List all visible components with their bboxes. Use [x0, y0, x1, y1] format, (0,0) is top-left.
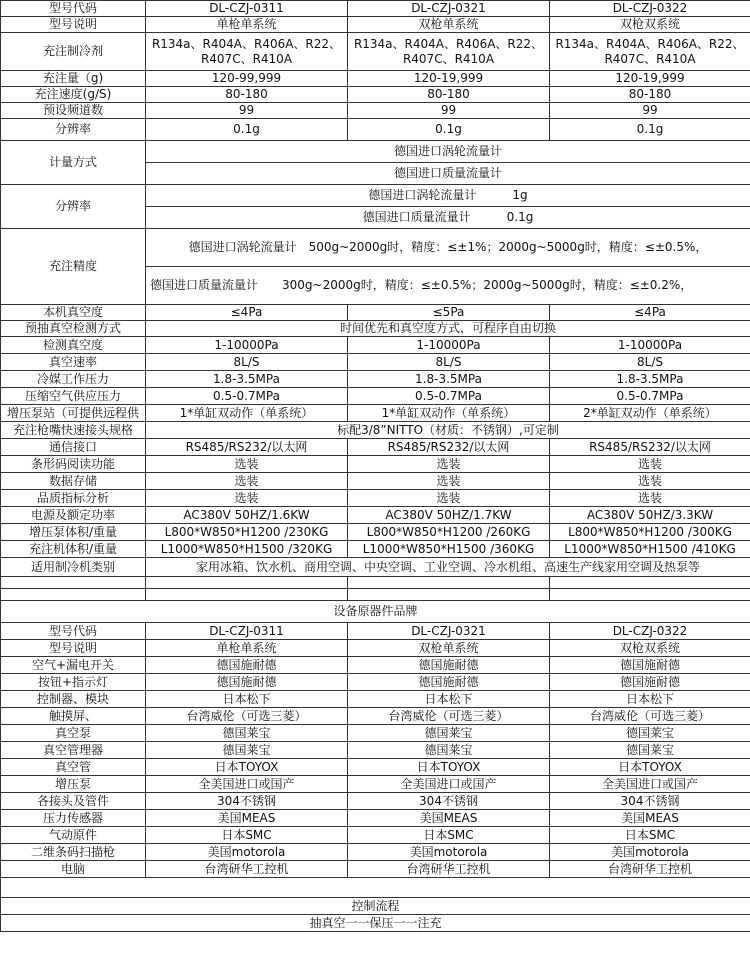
row-value: 0.1g — [348, 119, 550, 141]
row-label: 预设频道数 — [1, 103, 146, 119]
row-value: 日本TOYOX — [146, 759, 348, 776]
row-value: 台湾研华工控机 — [348, 861, 550, 878]
row-value: L800*W850*H1200 /300KG — [550, 524, 750, 541]
row-value: 99 — [550, 103, 750, 119]
row-value: 美国MEAS — [146, 810, 348, 827]
row-value: 德国施耐德 — [550, 674, 750, 691]
row-label: 增压泵站（可提供远程供 — [1, 405, 146, 422]
row-label: 型号说明 — [1, 17, 146, 33]
table-row — [1, 305, 750, 321]
row-label: 充注速度(g/S) — [1, 87, 146, 103]
row-value: R134a、R404A、R406A、R22、R407C、R410A — [550, 33, 750, 71]
row-label: 压缩空气供应压力 — [1, 388, 146, 405]
row-value: 0.1g — [550, 119, 750, 141]
table-row — [1, 354, 750, 371]
table-row — [1, 33, 750, 71]
row-label: 冷媒工作压力 — [1, 371, 146, 388]
row-value: 日本SMC — [550, 827, 750, 844]
row-value: 德国施耐德 — [348, 674, 550, 691]
row-value: DL-CZJ-0311 — [146, 623, 348, 640]
row-value: 全美国进口或国产 — [550, 776, 750, 793]
table-row — [1, 473, 750, 490]
row-value: 8L/S — [146, 354, 348, 371]
row-value: 时间优先和真空度方式，可程序自由切换 — [146, 321, 750, 337]
row-value: 德国莱宝 — [146, 742, 348, 759]
row-label: 充注机体积/重量 — [1, 541, 146, 558]
row-label: 计量方式 — [1, 141, 146, 185]
row-value: L1000*W850*H1500 /410KG — [550, 541, 750, 558]
section-title: 设备原器件品牌 — [1, 601, 750, 623]
row-value: L1000*W850*H1500 /320KG — [146, 541, 348, 558]
row-label: 按钮+指示灯 — [1, 674, 146, 691]
row-label: 真空管理器 — [1, 742, 146, 759]
row-value: 美国motorola — [348, 844, 550, 861]
table-row — [1, 541, 750, 558]
row-label: 品质指标分析 — [1, 490, 146, 507]
row-value: L800*W850*H1200 /260KG — [348, 524, 550, 541]
table-row — [1, 844, 750, 861]
row-label: 本机真空度 — [1, 305, 146, 321]
row-value: AC380V 50HZ/3.3KW — [550, 507, 750, 524]
row-value: 选装 — [146, 473, 348, 490]
row-value: 1.8-3.5MPa — [348, 371, 550, 388]
row-value: 日本SMC — [348, 827, 550, 844]
row-value: 120-99,999 — [146, 71, 348, 87]
table-row — [1, 456, 750, 473]
table-row — [1, 524, 750, 541]
row-value: 选装 — [550, 473, 750, 490]
row-value: 德国施耐德 — [348, 657, 550, 674]
row-value: 80-180 — [348, 87, 550, 103]
row-value: 80-180 — [550, 87, 750, 103]
row-value: 日本松下 — [146, 691, 348, 708]
table-row — [1, 229, 750, 267]
row-value: RS485/RS232/以太网 — [550, 439, 750, 456]
row-label: 增压泵体积/重量 — [1, 524, 146, 541]
row-value: AC380V 50HZ/1.7KW — [348, 507, 550, 524]
row-value: 1.8-3.5MPa — [146, 371, 348, 388]
row-label: 电源及额定功率 — [1, 507, 146, 524]
row-value: ≤4Pa — [146, 305, 348, 321]
row-value: 德国进口质量流量计 — [146, 163, 750, 185]
row-value: 120-19,999 — [550, 71, 750, 87]
row-value: 德国进口涡轮流量计 1g — [146, 185, 750, 207]
row-value: 德国莱宝 — [348, 725, 550, 742]
row-value: 双枪单系统 — [348, 640, 550, 657]
row-label: 分辨率 — [1, 119, 146, 141]
table-row — [1, 742, 750, 759]
row-value: 标配3/8”NITTO（材质：不锈钢）,可定制 — [146, 422, 750, 439]
table-row — [1, 589, 750, 601]
table-row — [1, 793, 750, 810]
row-value: 99 — [348, 103, 550, 119]
row-label: 通信接口 — [1, 439, 146, 456]
row-value: 选装 — [550, 456, 750, 473]
row-value: DL-CZJ-0322 — [550, 623, 750, 640]
row-value: 单枪单系统 — [146, 17, 348, 33]
section-title: 控制流程 — [1, 898, 750, 915]
row-label: 适用制冷机类别 — [1, 558, 146, 577]
row-value: L800*W850*H1200 /230KG — [146, 524, 348, 541]
row-label: 控制器、模块 — [1, 691, 146, 708]
table-row — [1, 1, 750, 17]
blank-cell — [146, 589, 348, 601]
row-value: 台湾威伦（可选三菱） — [550, 708, 750, 725]
table-row — [1, 17, 750, 33]
table-row — [1, 103, 750, 119]
row-value: 德国莱宝 — [146, 725, 348, 742]
row-value: RS485/RS232/以太网 — [146, 439, 348, 456]
table-row — [1, 87, 750, 103]
row-value: 120-19,999 — [348, 71, 550, 87]
row-value: 台湾研华工控机 — [550, 861, 750, 878]
row-value: 80-180 — [146, 87, 348, 103]
row-value: ≤4Pa — [550, 305, 750, 321]
row-label: 各接头及管件 — [1, 793, 146, 810]
table-row — [1, 558, 750, 577]
blank-cell — [146, 577, 348, 589]
row-value: 8L/S — [348, 354, 550, 371]
table-row — [1, 776, 750, 793]
row-label: 条形码阅读功能 — [1, 456, 146, 473]
row-value: 0.1g — [146, 119, 348, 141]
row-value: 日本松下 — [550, 691, 750, 708]
row-value: RS485/RS232/以太网 — [348, 439, 550, 456]
blank-cell — [348, 577, 550, 589]
table-row — [1, 141, 750, 163]
row-value: 日本TOYOX — [550, 759, 750, 776]
row-label: 预抽真空检测方式 — [1, 321, 146, 337]
row-value: R134a、R404A、R406A、R22、R407C、R410A — [146, 33, 348, 71]
row-value: 选装 — [348, 473, 550, 490]
row-value: 美国motorola — [146, 844, 348, 861]
table-row — [1, 674, 750, 691]
row-label: 充注制冷剂 — [1, 33, 146, 71]
row-value: DL-CZJ-0311 — [146, 1, 348, 17]
row-value: 全美国进口或国产 — [348, 776, 550, 793]
row-value: 德国施耐德 — [146, 674, 348, 691]
table-row — [1, 759, 750, 776]
table-row — [1, 601, 750, 623]
row-value: 选装 — [550, 490, 750, 507]
row-label: 电脑 — [1, 861, 146, 878]
row-label: 充注量（g) — [1, 71, 146, 87]
table-row — [1, 623, 750, 640]
blank-cell — [348, 589, 550, 601]
row-value: 1-10000Pa — [550, 337, 750, 354]
row-value: ≤5Pa — [348, 305, 550, 321]
row-value: 1-10000Pa — [348, 337, 550, 354]
blank-cell — [550, 589, 750, 601]
row-label: 压力传感器 — [1, 810, 146, 827]
blank-cell — [550, 577, 750, 589]
row-value: DL-CZJ-0321 — [348, 1, 550, 17]
row-value: 德国进口涡轮流量计 500g~2000g时，精度：≤±1%；2000g~5000g时，精度：≤±0.5%， — [146, 229, 750, 267]
row-value: 德国进口质量流量计 300g~2000g时，精度：≤±0.5%；2000g~5000g时，精度：≤±0.2%， — [146, 267, 750, 305]
table-row — [1, 827, 750, 844]
row-label: 真空速率 — [1, 354, 146, 371]
table-row — [1, 490, 750, 507]
row-value: 选装 — [348, 490, 550, 507]
row-value: 1.8-3.5MPa — [550, 371, 750, 388]
blank-cell — [1, 878, 750, 898]
blank-cell — [1, 589, 146, 601]
process-text: 抽真空一一保压一一注充 — [1, 915, 750, 932]
row-value: 99 — [146, 103, 348, 119]
row-value: 选装 — [146, 456, 348, 473]
row-value: 日本松下 — [348, 691, 550, 708]
row-label: 检测真空度 — [1, 337, 146, 354]
row-value: 德国莱宝 — [550, 742, 750, 759]
row-value: 1-10000Pa — [146, 337, 348, 354]
row-value: 德国施耐德 — [146, 657, 348, 674]
row-label: 真空泵 — [1, 725, 146, 742]
row-value: 单枪单系统 — [146, 640, 348, 657]
table-row — [1, 321, 750, 337]
table-row — [1, 577, 750, 589]
row-value: 0.5-0.7MPa — [146, 388, 348, 405]
row-value: 1*单缸双动作（单系统） — [348, 405, 550, 422]
row-label: 空气+漏电开关 — [1, 657, 146, 674]
table-row — [1, 388, 750, 405]
row-value: 德国莱宝 — [550, 725, 750, 742]
table-row — [1, 898, 750, 915]
row-value: 1*单缸双动作（单系统） — [146, 405, 348, 422]
row-value: 美国MEAS — [550, 810, 750, 827]
table-row — [1, 708, 750, 725]
row-value: 美国MEAS — [348, 810, 550, 827]
row-value: 日本TOYOX — [348, 759, 550, 776]
table-row — [1, 657, 750, 674]
row-value: 全美国进口或国产 — [146, 776, 348, 793]
row-label: 真空管 — [1, 759, 146, 776]
row-value: 台湾威伦（可选三菱） — [348, 708, 550, 725]
row-value: 双枪双系统 — [550, 17, 750, 33]
table-row — [1, 810, 750, 827]
table-row — [1, 507, 750, 524]
row-value: DL-CZJ-0321 — [348, 623, 550, 640]
row-value: 双枪双系统 — [550, 640, 750, 657]
table-row — [1, 725, 750, 742]
row-value: 美国motorola — [550, 844, 750, 861]
table-row — [1, 640, 750, 657]
row-value: 304不锈钢 — [348, 793, 550, 810]
row-value: 304不锈钢 — [550, 793, 750, 810]
row-value: 家用冰箱、饮水机、商用空调、中央空调、工业空调、冷水机组、高速生产线家用空调及热泵等 — [146, 558, 750, 577]
table-row — [1, 119, 750, 141]
row-value: 双枪单系统 — [348, 17, 550, 33]
row-label: 气动原件 — [1, 827, 146, 844]
table-row — [1, 691, 750, 708]
row-label: 触摸屏、 — [1, 708, 146, 725]
row-value: 德国进口涡轮流量计 — [146, 141, 750, 163]
row-value: 德国莱宝 — [348, 742, 550, 759]
row-label: 型号代码 — [1, 623, 146, 640]
row-value: 选装 — [146, 490, 348, 507]
table-row — [1, 337, 750, 354]
row-value: 台湾研华工控机 — [146, 861, 348, 878]
row-value: 8L/S — [550, 354, 750, 371]
row-label: 数据存储 — [1, 473, 146, 490]
table-row — [1, 439, 750, 456]
row-label: 充注精度 — [1, 229, 146, 305]
row-value: 日本SMC — [146, 827, 348, 844]
row-value: 2*单缸双动作（单系统） — [550, 405, 750, 422]
row-value: 选装 — [348, 456, 550, 473]
table-row — [1, 71, 750, 87]
table-row — [1, 915, 750, 932]
row-value: L1000*W850*H1500 /360KG — [348, 541, 550, 558]
row-label: 二维条码扫描枪 — [1, 844, 146, 861]
row-value: 0.5-0.7MPa — [348, 388, 550, 405]
table-row — [1, 878, 750, 898]
row-label: 增压泵 — [1, 776, 146, 793]
table-row — [1, 405, 750, 422]
row-label: 充注枪嘴快速接头规格 — [1, 422, 146, 439]
blank-cell — [1, 577, 146, 589]
row-value: R134a、R404A、R406A、R22、R407C、R410A — [348, 33, 550, 71]
row-value: DL-CZJ-0322 — [550, 1, 750, 17]
row-value: 德国施耐德 — [550, 657, 750, 674]
table-row — [1, 185, 750, 207]
row-value: AC380V 50HZ/1.6KW — [146, 507, 348, 524]
row-value: 德国进口质量流量计 0.1g — [146, 207, 750, 229]
table-row — [1, 371, 750, 388]
row-label: 型号说明 — [1, 640, 146, 657]
row-value: 304不锈钢 — [146, 793, 348, 810]
table-row — [1, 422, 750, 439]
row-label: 分辨率 — [1, 185, 146, 229]
row-value: 0.5-0.7MPa — [550, 388, 750, 405]
row-value: 台湾威伦（可选三菱） — [146, 708, 348, 725]
row-label: 型号代码 — [1, 1, 146, 17]
table-row — [1, 861, 750, 878]
